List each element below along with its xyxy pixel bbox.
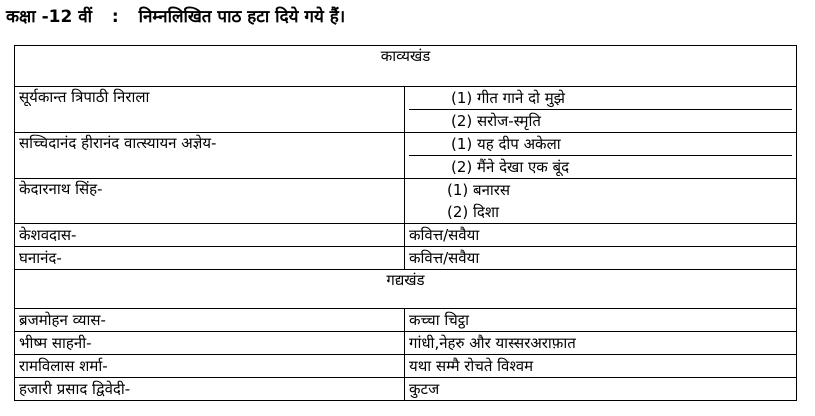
author-cell: घनानंद-: [15, 247, 405, 270]
work-item: कुटज: [405, 378, 797, 401]
heading-text: निम्नलिखित पाठ हटा दिये गये हैं।: [138, 7, 346, 27]
work-item: (2) सरोज-स्मृति: [409, 109, 792, 132]
work-item: (1) गीत गाने दो मुझे: [451, 89, 566, 107]
work-item: कवित्त/सवैया: [405, 224, 797, 247]
author-cell: सूर्यकान्त त्रिपाठी निराला: [15, 87, 405, 133]
class-label: कक्षा -12 वीं: [6, 7, 93, 27]
works-cell: [405, 87, 797, 133]
section-title-poetry: काव्यखंड: [15, 46, 797, 87]
heading-separator: :: [111, 7, 119, 27]
works-cell: [405, 179, 797, 224]
work-item: कच्चा चिट्ठा: [405, 309, 797, 332]
work-item: (2) मैंने देखा एक बूंद: [409, 155, 792, 178]
page-heading: [6, 2, 345, 32]
work-item: (1) बनारस: [447, 181, 511, 199]
works-cell: [405, 133, 797, 179]
work-item: कवित्त/सवैया: [405, 247, 797, 270]
section-title-prose: गद्यखंड: [15, 270, 797, 309]
work-item: (1) यह दीप अकेला: [451, 135, 561, 153]
author-cell: हजारी प्रसाद द्विवेदी-: [15, 378, 405, 401]
author-cell: ब्रजमोहन व्यास-: [15, 309, 405, 332]
author-cell: रामविलास शर्मा-: [15, 355, 405, 378]
author-cell: केदारनाथ सिंह-: [15, 179, 405, 224]
author-cell: भीष्म साहनी-: [15, 332, 405, 355]
work-item: गांधी,नेहरु और यास्सरअराफ़ात: [405, 332, 797, 355]
author-cell: केशवदास-: [15, 224, 405, 247]
syllabus-table: [14, 45, 797, 401]
work-item: (2) दिशा: [447, 203, 499, 221]
work-item: यथा सम्मै रोचते विश्वम: [405, 355, 797, 378]
author-cell: सच्चिदानंद हीरानंद वात्स्यायन अज्ञेय-: [15, 133, 405, 179]
